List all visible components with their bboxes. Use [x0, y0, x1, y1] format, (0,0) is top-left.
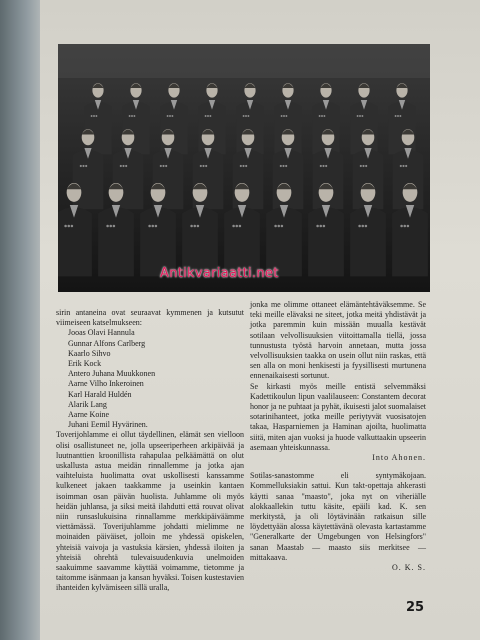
- watermark-text: Antikvariaatti.net: [160, 266, 279, 281]
- list-item: Aarne Koine: [68, 410, 110, 420]
- list-item: Erik Kock: [68, 359, 102, 369]
- body-paragraph: Toverijohlamme ei ollut täydellinen, elämät sen vielloon olisi osallistuneet ne, jolla upseeriperheen arkipäivää ja luutnanttien kroonillista rahapulaa pelkäämättä on olut uskallusta astua meidän rinnallemme ja jotka ajan vaihteluista huolimatta ovat uskollisesti kanssamme kulkeneet jakaen taakkamme ja useinkin kantaen isoimman osan päivän huolista. Juhlamme oli myös heidän juhlansa, ja siksi meitä ilahdutti että rouvat olivat niin runsaslukuisina rinnallamme merkkipäiväämme viettämässä. Toverijuhlamme johdatti mielimme ne moinaiden päiväiset, jolloin me yhdessä opiskelen, yhteisiä vaivoja ja vastuksia kärsien, yhdessä iloiten ja yhteisiä ohrehtä tulevaisuudenkuvia unelmoiden saakuimme saavamme käyttää voimamme, tietomme ja taitomme isänmaan ja kansan hyväksi. Toisen kustestavien ihanteiden kylvämiseen sillä uralla,: [56, 430, 244, 593]
- list-item: Gunnar Alfons Carlberg: [68, 338, 146, 348]
- list-item: Kaarlo Sihvo: [68, 348, 111, 358]
- list-item: Aarne Vilho Inkeroinen: [68, 379, 144, 389]
- group-photo-image: [58, 44, 430, 292]
- left-text-column: [56, 308, 244, 594]
- list-item: Alarik Lang: [68, 399, 107, 409]
- list-item: Juhani Eemil Hyvärinen.: [68, 420, 148, 430]
- intro-text: sirin antaneina ovat seuraavat kymmenen ja kutsutut viimeiseen katselmukseen:: [56, 308, 244, 328]
- name-list: [68, 328, 244, 430]
- body-paragraph: Se kirkasti myös meille entistä selvemmäksi Kadettikoulun lipun vaalilauseen: Constantem decorat honor ja ne puhtaat ja pyhät, ikuisesti jalot suomalaiset sotarinihanteet, jotka meille periytyvät vuosisatojen takaa, Hasparniemen ja Haminan ajoilta, huolimatta siitä, miten ajan vuoksi ja huode valkuttaakin upseerin asemaan yhteiskunnassa.: [250, 381, 426, 452]
- page-gutter: [0, 0, 44, 640]
- list-item: Antero Juhana Muukkonen: [68, 369, 156, 379]
- list-item: Jooas Olavi Hannula: [68, 328, 135, 338]
- group-photo: [58, 44, 430, 292]
- right-text-column: [250, 300, 426, 573]
- author-signature: O. K. S.: [391, 563, 426, 573]
- author-signature: Into Ahonen.: [372, 453, 426, 463]
- body-paragraph: Sotilas-sanastomme eli syntymäkojaan. Kommelluksiakin sattui. Kun takt-opettaja ahkerasti käytti sanaa "maasto", joka nyt on viheriälle alokkaallekin tuttu käsite, epäili kad. K. sen merkitystä, ja oli löytävinään ratkaisun sille löydettyään alossa käytettävänä olevasta kartastamme "Generalkarte der Umgebungen von Helsingfors" sanan Maastab — maasto siis merkitsee — mittakaava.: [250, 471, 426, 562]
- section-gap: [250, 463, 426, 471]
- list-item: Karl Harald Huldén: [68, 389, 132, 399]
- page-number: 25: [406, 600, 425, 615]
- body-paragraph: jonka me olimme ottaneet elämäntehtäväksemme. Se teki meille elävaksi ne siteet, jotka meitä yhdistävät ja jotka paremmin kuin missään muualla kestävät sotilaan velvollisuuksien viitoittamalla tiellä, jossa tunnustusta työstä harvoin annetaan, mutta jossa velvollisuuksien taakka on usein ollut niin raskas, että sen alla on moni henkisesti ja fyysillisesti murtunena ennenaikaisesti sortunut.: [250, 300, 426, 381]
